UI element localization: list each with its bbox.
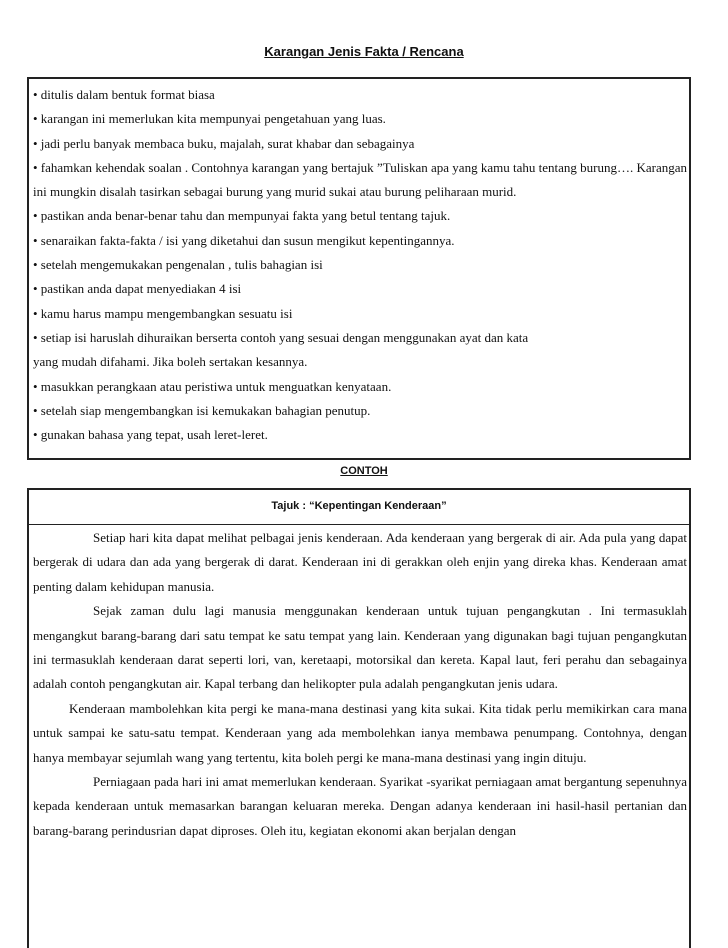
document-title: Karangan Jenis Fakta / Rencana (264, 44, 464, 59)
guideline-item: • setiap isi haruslah dihuraikan berserta contoh yang sesuai dengan menggunakan ayat dan kata (33, 329, 529, 345)
guideline-item: • pastikan anda benar-benar tahu dan mempunyai fakta yang betul tentang tajuk. (33, 208, 451, 224)
guideline-item: • fahamkan kehendak soalan . Contohnya karangan yang bertajuk ”Tuliskan apa yang kamu tahu tentang burung…. Karangan ini mungkin disalah tasirkan sebagai burung yang murid sukai atau burung peliharaan murid. (33, 159, 687, 200)
guideline-item: • masukkan perangkaan atau peristiwa untuk menguatkan kenyataan. (33, 378, 392, 394)
guideline-item: • pastikan anda dapat menyediakan 4 isi (33, 281, 242, 297)
example-box (27, 488, 691, 948)
guideline-item: • setelah siap mengembangkan isi kemukakan bahagian penutup. (33, 402, 371, 418)
guideline-item: • ditulis dalam bentuk format biasa (33, 87, 215, 102)
guideline-item: yang mudah difahami. Jika boleh sertakan kesannya. (33, 354, 308, 370)
essay-body (33, 526, 687, 843)
guidelines-box (27, 77, 691, 460)
essay-paragraph: Perniagaan pada hari ini amat memerlukan kenderaan. Syarikat -syarikat perniagaan amat bergantung sepenuhnya kepada kenderaan untuk memasarkan barangan keluaran mereka. Dengan adanya kenderaan ini hasil-hasil pertanian dan barang-barang perindusrian dapat diproses. Oleh itu, kegiatan ekonomi akan berjalan dengan (33, 774, 687, 838)
guideline-item: • karangan ini memerlukan kita mempunyai pengetahuan yang luas. (33, 111, 386, 127)
essay-paragraph: Setiap hari kita dapat melihat pelbagai jenis kenderaan. Ada kenderaan yang bergerak di air. Ada pula yang dapat bergerak di udara dan ada yang bergerak di darat. Kenderaan ini di gerakkan oleh enjin yang direka khas. Kenderaan amat penting dalam kehidupan manusia. (33, 530, 687, 594)
essay-paragraph: Sejak zaman dulu lagi manusia menggunakan kenderaan untuk tujuan pengangkutan . Ini termasuklah mengangkut barang-barang dari satu tempat ke satu tempat yang lain. Kenderaan yang digunakan bagi tujuan pengangkutan ini termasuklah kenderaan darat seperti lori, van, keretaapi, motorsikal dan kereta. Kapal laut, feri perahu dan sebagainya adalah contoh pengangkutan air. Kapal terbang dan helikopter pula adalah pengangkutan jenis udara. (33, 603, 687, 692)
guideline-item: • gunakan bahasa yang tepat, usah leret-leret. (33, 427, 268, 443)
essay-paragraph: Kenderaan mambolehkan kita pergi ke mana-mana destinasi yang kita sukai. Kita tidak perlu memikirkan cara mana untuk sampai ke satu-satu tempat. Kenderaan yang ada membolehkan ianya membawa penumpang. Contohnya, dengan hanya membayar sejumlah wang yang tertentu, kita boleh pergi ke mana-mana destinasi yang ingin dituju. (33, 700, 687, 765)
example-title: Tajuk : “Kepentingan Kenderaan” (29, 490, 689, 525)
guideline-item: • kamu harus mampu mengembangkan sesuatu isi (33, 305, 293, 321)
guidelines-list (33, 83, 687, 447)
guideline-item: • setelah mengemukakan pengenalan , tulis bahagian isi (33, 257, 323, 273)
example-label: CONTOH (340, 465, 388, 477)
guideline-item: • jadi perlu banyak membaca buku, majalah, surat khabar dan sebagainya (33, 135, 415, 151)
guideline-item: • senaraikan fakta-fakta / isi yang diketahui dan susun mengikut kepentingannya. (33, 232, 455, 248)
